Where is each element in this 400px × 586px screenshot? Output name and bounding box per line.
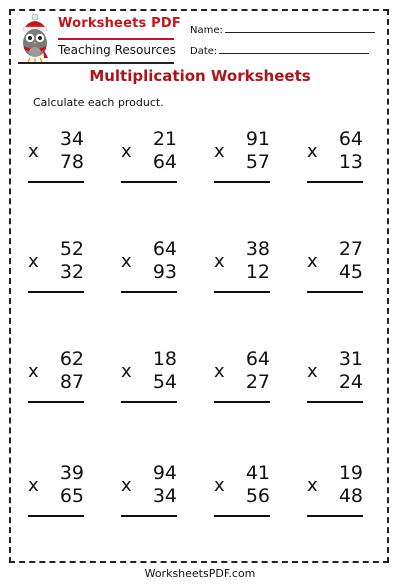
multiplicand: 94 xyxy=(152,462,177,484)
multiplier: 54 xyxy=(152,371,177,393)
multiply-sign: x xyxy=(307,475,318,496)
multiply-sign: x xyxy=(121,141,132,162)
multiply-sign: x xyxy=(307,361,318,382)
multiplicand: 18 xyxy=(152,348,177,370)
problem-7 xyxy=(214,238,284,302)
name-field[interactable] xyxy=(190,22,375,36)
multiply-sign: x xyxy=(121,361,132,382)
answer-line[interactable] xyxy=(28,401,84,403)
multiplier: 13 xyxy=(338,151,363,173)
multiplier: 93 xyxy=(152,261,177,283)
multiply-sign: x xyxy=(28,141,39,162)
multiplier: 56 xyxy=(245,485,270,507)
owl-mascot-icon xyxy=(16,14,54,64)
answer-line[interactable] xyxy=(214,181,270,183)
problem-14 xyxy=(121,462,191,526)
answer-line[interactable] xyxy=(121,515,177,517)
answer-line[interactable] xyxy=(28,515,84,517)
date-field[interactable] xyxy=(190,43,369,57)
multiplier: 12 xyxy=(245,261,270,283)
answer-line[interactable] xyxy=(307,291,363,293)
brand-subtitle: Teaching Resources xyxy=(58,43,176,57)
multiplicand: 38 xyxy=(245,238,270,260)
problem-15 xyxy=(214,462,284,526)
problem-16 xyxy=(307,462,377,526)
multiply-sign: x xyxy=(214,141,225,162)
multiplier: 24 xyxy=(338,371,363,393)
multiplier: 32 xyxy=(59,261,84,283)
problem-9 xyxy=(28,348,98,412)
problem-4 xyxy=(307,128,377,192)
multiplier: 87 xyxy=(59,371,84,393)
brand-title: Worksheets PDF xyxy=(58,16,181,31)
multiplier: 65 xyxy=(59,485,84,507)
page-title: Multiplication Worksheets xyxy=(89,67,311,85)
answer-line[interactable] xyxy=(214,291,270,293)
multiply-sign: x xyxy=(121,475,132,496)
problem-12 xyxy=(307,348,377,412)
multiplicand: 64 xyxy=(338,128,363,150)
multiplier: 34 xyxy=(152,485,177,507)
multiplicand: 41 xyxy=(245,462,270,484)
brand-divider xyxy=(58,38,174,40)
multiplicand: 91 xyxy=(245,128,270,150)
multiplicand: 62 xyxy=(59,348,84,370)
multiply-sign: x xyxy=(28,361,39,382)
multiplier: 27 xyxy=(245,371,270,393)
problem-6 xyxy=(121,238,191,302)
multiplier: 45 xyxy=(338,261,363,283)
answer-line[interactable] xyxy=(121,181,177,183)
problem-1 xyxy=(28,128,98,192)
date-line[interactable] xyxy=(219,43,369,54)
multiply-sign: x xyxy=(307,251,318,272)
answer-line[interactable] xyxy=(307,181,363,183)
problem-13 xyxy=(28,462,98,526)
footer-url: WorksheetsPDF.com xyxy=(144,567,256,580)
multiply-sign: x xyxy=(28,251,39,272)
name-line[interactable] xyxy=(225,22,375,33)
multiplicand: 64 xyxy=(152,238,177,260)
multiplier: 64 xyxy=(152,151,177,173)
answer-line[interactable] xyxy=(28,291,84,293)
answer-line[interactable] xyxy=(307,401,363,403)
problem-10 xyxy=(121,348,191,412)
multiplicand: 64 xyxy=(245,348,270,370)
multiplicand: 21 xyxy=(152,128,177,150)
multiplier: 48 xyxy=(338,485,363,507)
answer-line[interactable] xyxy=(28,181,84,183)
answer-line[interactable] xyxy=(214,515,270,517)
multiply-sign: x xyxy=(214,475,225,496)
answer-line[interactable] xyxy=(121,401,177,403)
multiplicand: 19 xyxy=(338,462,363,484)
problem-5 xyxy=(28,238,98,302)
multiply-sign: x xyxy=(307,141,318,162)
multiplier: 78 xyxy=(59,151,84,173)
problem-2 xyxy=(121,128,191,192)
multiply-sign: x xyxy=(121,251,132,272)
multiplicand: 52 xyxy=(59,238,84,260)
answer-line[interactable] xyxy=(214,401,270,403)
answer-line[interactable] xyxy=(307,515,363,517)
multiplicand: 34 xyxy=(59,128,84,150)
multiplicand: 39 xyxy=(59,462,84,484)
problem-8 xyxy=(307,238,377,302)
multiply-sign: x xyxy=(28,475,39,496)
header-underline xyxy=(18,62,174,64)
multiplier: 57 xyxy=(245,151,270,173)
multiplicand: 27 xyxy=(338,238,363,260)
multiply-sign: x xyxy=(214,361,225,382)
multiplicand: 31 xyxy=(338,348,363,370)
multiply-sign: x xyxy=(214,251,225,272)
date-label: Date: xyxy=(190,46,218,57)
name-label: Name: xyxy=(190,25,223,36)
instructions: Calculate each product. xyxy=(33,96,164,109)
problem-3 xyxy=(214,128,284,192)
problem-11 xyxy=(214,348,284,412)
answer-line[interactable] xyxy=(121,291,177,293)
